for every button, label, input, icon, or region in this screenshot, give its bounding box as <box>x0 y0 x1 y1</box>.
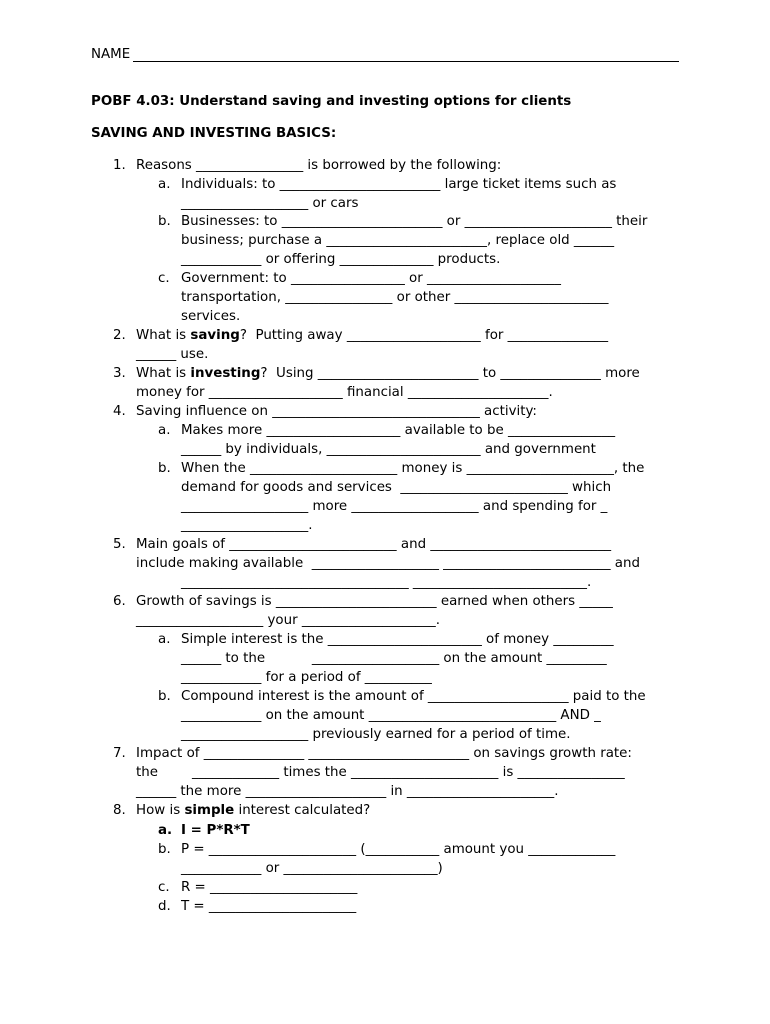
item-8d-marker: d. <box>158 899 171 914</box>
item-3-cont: money for ____________________ financial _____________________. <box>136 385 553 400</box>
item-6b-marker: b. <box>158 689 171 704</box>
item-6a-marker: a. <box>158 632 171 647</box>
item-4a-marker: a. <box>158 423 171 438</box>
item-5-cont-2: __________________________________ __________________________. <box>181 575 592 590</box>
item-1b-cont-1: business; purchase a ________________________, replace old ______ <box>181 233 615 248</box>
item-number-2: 2. <box>113 328 126 343</box>
item-number-8: 8. <box>113 803 126 818</box>
item-number-5: 5. <box>113 537 126 552</box>
item-2-keyword: saving <box>190 328 240 343</box>
item-3-post: ? Using ________________________ to _______________ more <box>260 366 640 381</box>
item-3-pre: What is <box>136 366 191 381</box>
item-2-post: ? Putting away ____________________ for _______________ <box>239 328 609 343</box>
item-1b-cont-2: ____________ or offering ______________ products. <box>181 252 501 267</box>
item-8b-cont: ____________ or _______________________) <box>181 861 443 876</box>
item-4b-marker: b. <box>158 461 171 476</box>
item-5-text: Main goals of _________________________ and ___________________________ <box>136 537 612 552</box>
item-number-3: 3. <box>113 366 126 381</box>
item-8-keyword: simple <box>184 803 235 818</box>
item-8d-text: T = ______________________ <box>181 899 357 914</box>
item-number-4: 4. <box>113 404 126 419</box>
item-6a-cont-1: ______ to the ___________________ on the amount _________ <box>181 651 607 666</box>
item-number-6: 6. <box>113 594 126 609</box>
name-label: NAME <box>91 47 131 62</box>
item-2-text <box>136 326 608 345</box>
item-5-cont-1: include making available ___________________ _________________________ and <box>136 556 640 571</box>
item-7-cont-2: ______ the more _____________________ in ______________________. <box>136 784 559 799</box>
item-3-text <box>136 364 640 383</box>
item-8a-marker: a. <box>158 823 173 838</box>
section-heading: SAVING AND INVESTING BASICS: <box>91 126 337 141</box>
item-1c-cont-1: transportation, ________________ or other _______________________ <box>181 290 609 305</box>
item-number-1: 1. <box>113 158 126 173</box>
item-4b-cont-2: ___________________ more ___________________ and spending for _ <box>181 499 608 514</box>
item-8-text <box>136 801 370 820</box>
item-6a-cont-2: ____________ for a period of __________ <box>181 670 432 685</box>
item-number-7: 7. <box>113 746 126 761</box>
item-7-text: Impact of _______________ ________________________ on savings growth rate: <box>136 746 632 761</box>
item-8b-marker: b. <box>158 842 171 857</box>
item-1a-cont: ___________________ or cars <box>181 196 359 211</box>
item-1b-marker: b. <box>158 214 171 229</box>
item-2-cont: ______ use. <box>136 347 209 362</box>
item-8-post: interest calculated? <box>234 803 371 818</box>
item-1c-text: Government: to _________________ or ____________________ <box>181 271 561 286</box>
item-6a-text: Simple interest is the _______________________ of money _________ <box>181 632 614 647</box>
item-4b-cont-1: demand for goods and services _________________________ which <box>181 480 612 495</box>
item-8c-text: R = ______________________ <box>181 880 358 895</box>
item-1b-text: Businesses: to ________________________ or ______________________ their <box>181 214 648 229</box>
item-8b-text: P = ______________________ (___________ amount you _____________ <box>181 842 616 857</box>
item-1-text: Reasons ________________ is borrowed by the following: <box>136 158 502 173</box>
item-8-pre: How is <box>136 803 185 818</box>
item-6-text: Growth of savings is ________________________ earned when others _____ <box>136 594 613 609</box>
item-1a-text: Individuals: to ________________________ large ticket items such as <box>181 177 617 192</box>
item-4-text: Saving influence on _______________________________ activity: <box>136 404 537 419</box>
item-6b-cont-1: ____________ on the amount ____________________________ AND _ <box>181 708 601 723</box>
item-7-cont-1: the _____________ times the ______________________ is ________________ <box>136 765 625 780</box>
name-input-line[interactable] <box>133 61 679 62</box>
item-1a-marker: a. <box>158 177 171 192</box>
item-8c-marker: c. <box>158 880 170 895</box>
formula: I = P*R*T <box>181 823 250 838</box>
item-4b-text: When the ______________________ money is ______________________, the <box>181 461 645 476</box>
item-2-pre: What is <box>136 328 191 343</box>
item-6-cont: ___________________ your ____________________. <box>136 613 440 628</box>
item-4b-cont-3: ___________________. <box>181 518 313 533</box>
item-1c-marker: c. <box>158 271 170 286</box>
item-4a-text: Makes more ____________________ available to be ________________ <box>181 423 616 438</box>
item-6b-cont-2: ___________________ previously earned for a period of time. <box>181 727 571 742</box>
item-3-keyword: investing <box>190 366 261 381</box>
item-4a-cont: ______ by individuals, _______________________ and government <box>181 442 596 457</box>
page-title: POBF 4.03: Understand saving and investing options for clients <box>91 94 572 109</box>
item-6b-text: Compound interest is the amount of _____________________ paid to the <box>181 689 646 704</box>
item-1c-cont-2: services. <box>181 309 241 324</box>
